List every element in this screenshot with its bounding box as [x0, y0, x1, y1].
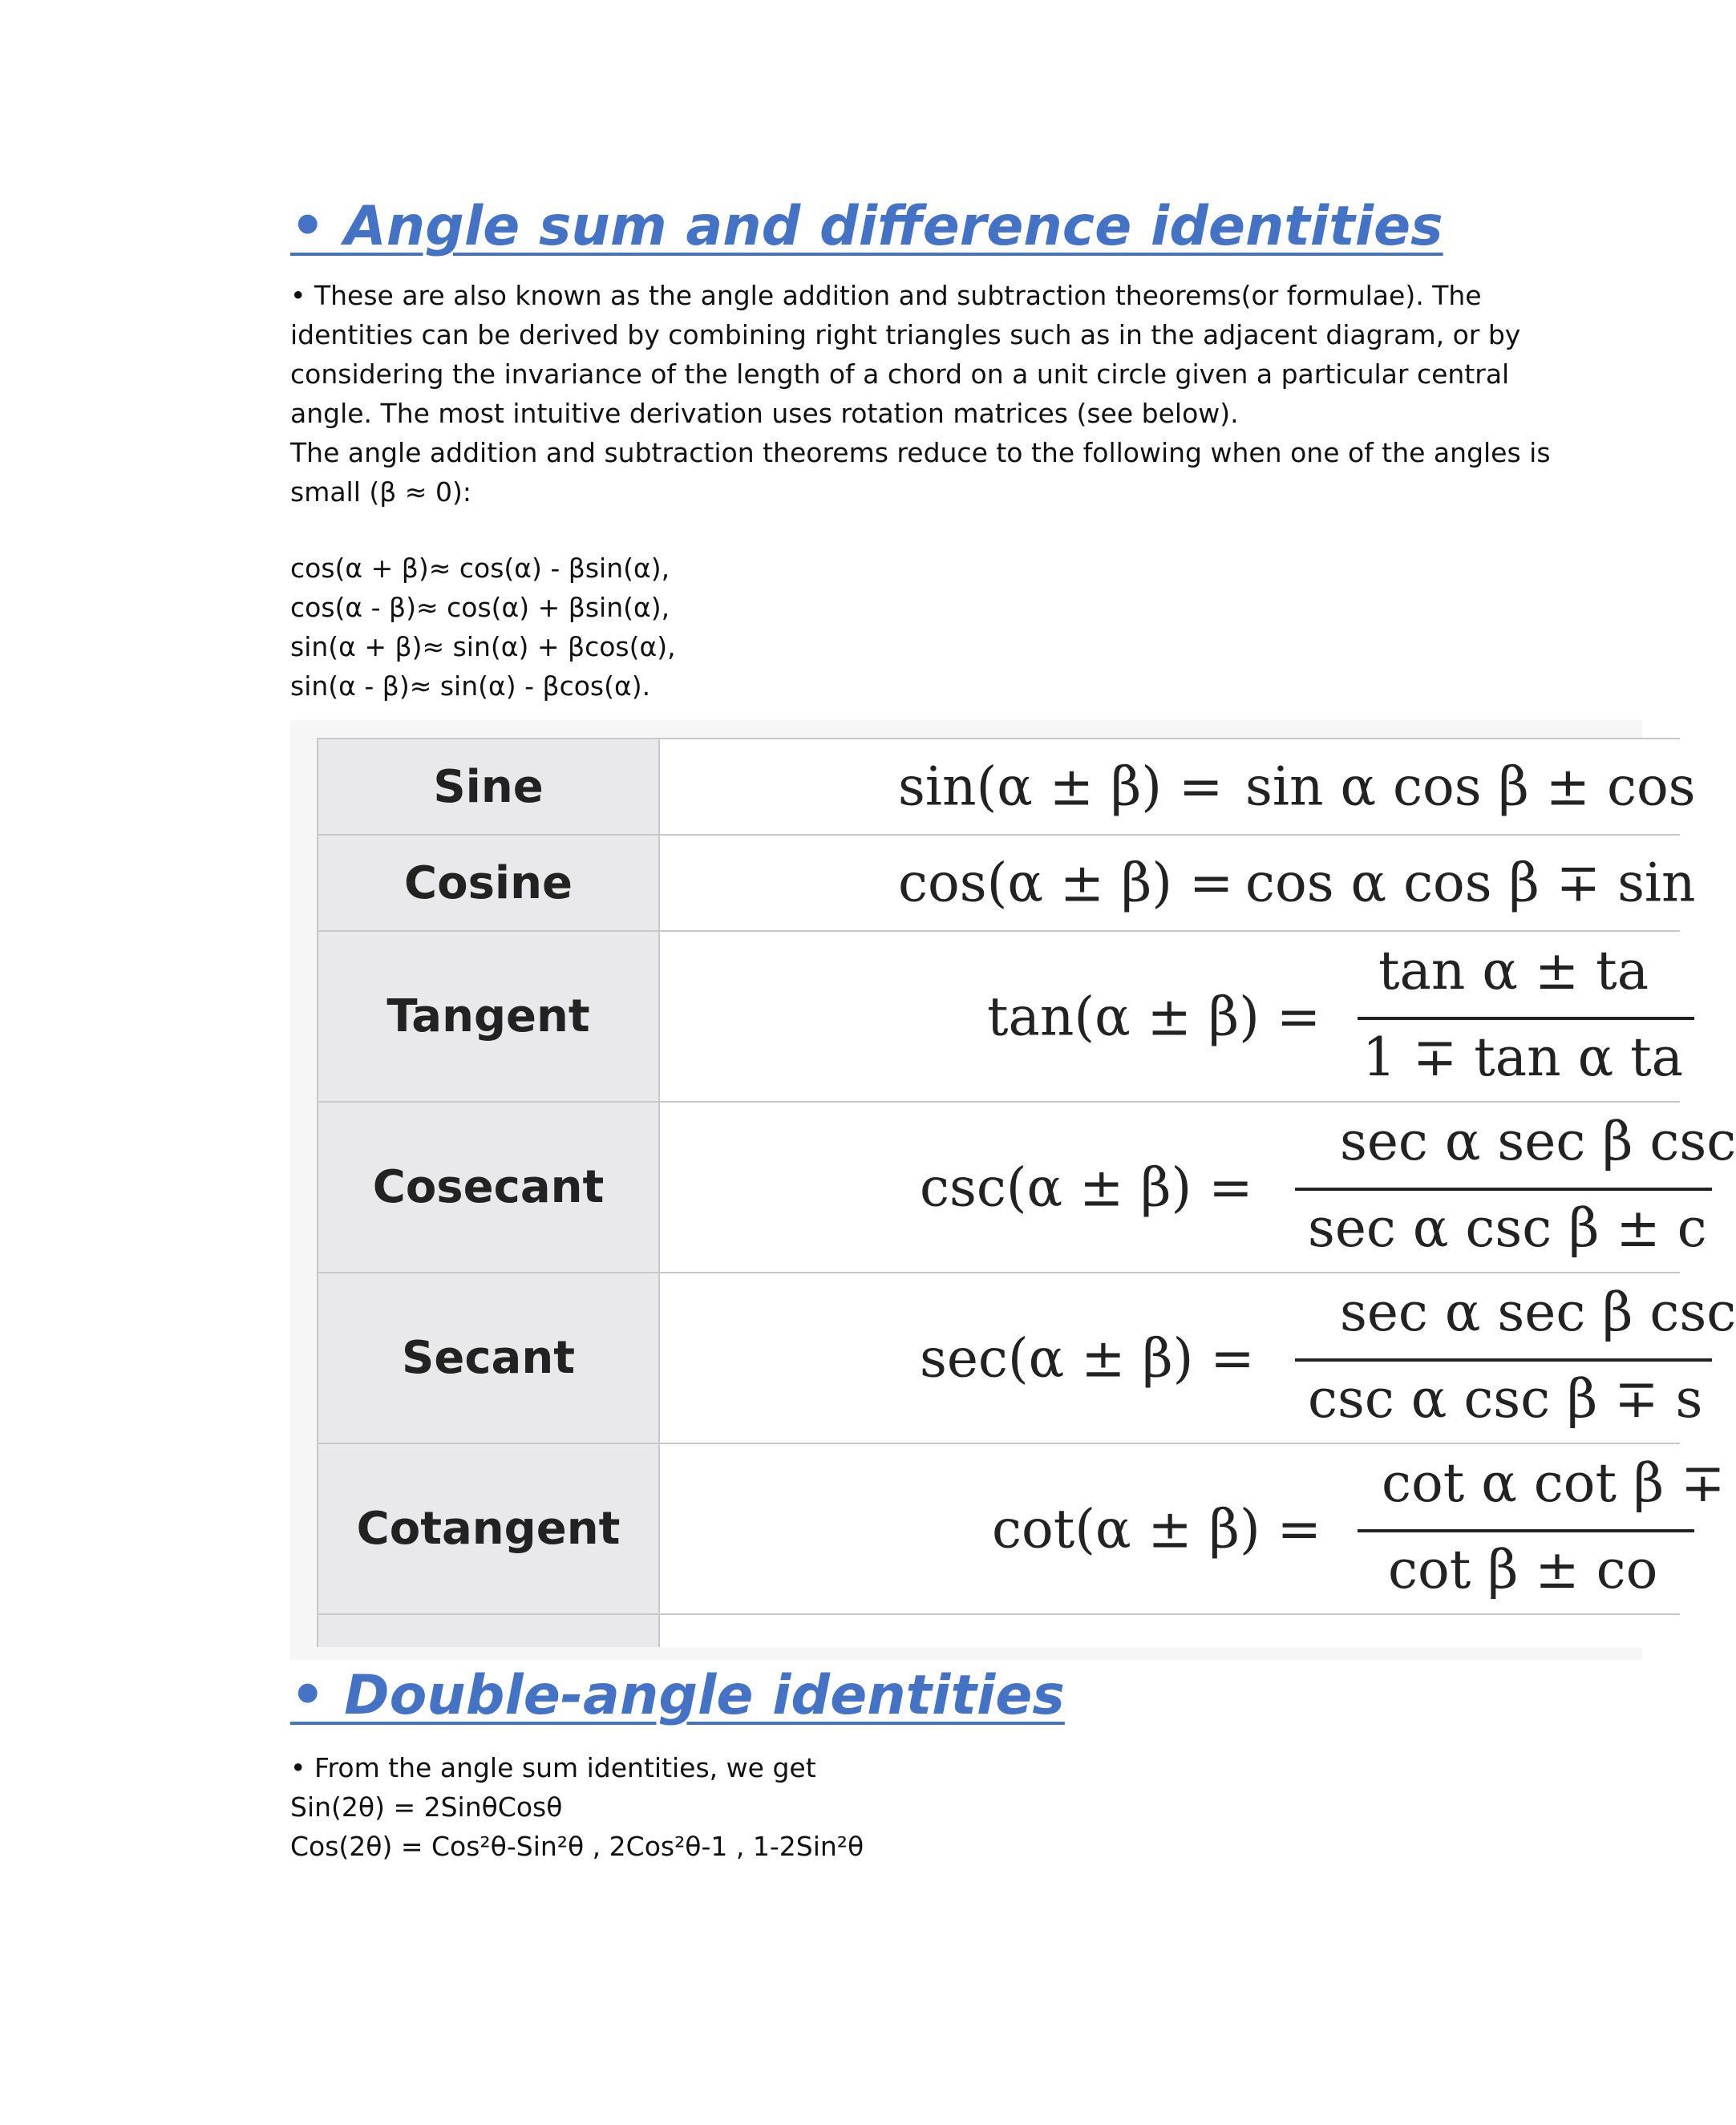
formula-denominator: csc α csc β ∓ s — [1308, 1368, 1703, 1430]
table-row-cutoff — [317, 1613, 1680, 1647]
row-formula-cutoff — [660, 1615, 1680, 1647]
formula-denominator: 1 ∓ tan α ta — [1362, 1026, 1684, 1088]
fraction-bar — [1295, 1188, 1712, 1191]
identity-table — [317, 738, 1736, 1647]
section-heading-double-angle: • Double-angle identities — [290, 1664, 1065, 1727]
approximation-line: cos(α + β)≈ cos(α) - βsin(α), — [290, 552, 670, 584]
row-formula — [660, 739, 1696, 834]
formula-lhs: csc(α ± β) = — [920, 1156, 1253, 1218]
intro-line: small (β ≈ 0): — [290, 476, 471, 508]
table-row — [317, 1443, 1726, 1613]
row-name: Cosecant — [317, 1103, 660, 1272]
intro-paragraph — [290, 276, 1551, 512]
double-angle-line: Sin(2θ) = 2SinθCosθ — [290, 1791, 563, 1823]
row-formula — [660, 1103, 1736, 1272]
fraction-bar — [1358, 1529, 1694, 1532]
table-row — [317, 834, 1696, 930]
identity-table-image — [290, 720, 1736, 1660]
table-row — [317, 1272, 1736, 1443]
double-angle-line: Cos(2θ) = Cos²θ-Sin²θ , 2Cos²θ-1 , 1-2Sin²θ — [290, 1831, 864, 1862]
intro-line: considering the invariance of the length of a chord on a unit circle given a particular central — [290, 358, 1510, 390]
table-row — [317, 738, 1696, 834]
row-formula — [660, 932, 1684, 1101]
row-formula — [660, 1444, 1726, 1613]
formula-numerator: tan α ± ta — [1378, 940, 1649, 1002]
formula-rhs: cos α cos β ∓ sin — [1245, 852, 1696, 914]
approximation-line: sin(α + β)≈ sin(α) + βcos(α), — [290, 631, 676, 662]
row-name: Cotangent — [317, 1444, 660, 1613]
formula-numerator: cot α cot β ∓ — [1382, 1452, 1726, 1514]
formula-rhs: sin α cos β ± cos — [1245, 755, 1696, 818]
section-heading-angle-sum: • Angle sum and difference identities — [290, 195, 1443, 258]
double-angle-paragraph — [290, 1748, 1461, 1866]
fraction-bar — [1295, 1358, 1712, 1362]
intro-line: identities can be derived by combining right triangles such as in the adjacent diagram, or by — [290, 319, 1521, 350]
row-name: Cosine — [317, 836, 660, 930]
intro-line: The angle addition and subtraction theorems reduce to the following when one of the angles is — [290, 437, 1551, 468]
formula-lhs: cos(α ± β) = — [898, 852, 1234, 914]
row-name: Sine — [317, 739, 660, 834]
row-name-cutoff — [317, 1615, 660, 1647]
approximation-line: sin(α - β)≈ sin(α) - βcos(α). — [290, 670, 651, 702]
formula-lhs: cot(α ± β) = — [992, 1498, 1321, 1560]
approximation-line: cos(α - β)≈ cos(α) + βsin(α), — [290, 592, 670, 623]
formula-lhs: sec(α ± β) = — [920, 1327, 1255, 1389]
row-name: Tangent — [317, 932, 660, 1101]
intro-line: • These are also known as the angle addition and subtraction theorems(or formulae). The — [290, 280, 1482, 311]
formula-denominator: cot β ± co — [1388, 1539, 1658, 1601]
formula-numerator: sec α sec β csc — [1340, 1111, 1736, 1172]
table-row — [317, 1101, 1736, 1272]
formula-numerator: sec α sec β csc — [1340, 1281, 1736, 1343]
fraction-bar — [1358, 1017, 1694, 1020]
row-name: Secant — [317, 1273, 660, 1443]
table-row — [317, 930, 1684, 1101]
row-formula — [660, 1273, 1736, 1443]
intro-line: angle. The most intuitive derivation uses rotation matrices (see below). — [290, 398, 1239, 429]
approximation-formulas — [290, 548, 1461, 706]
double-angle-line: • From the angle sum identities, we get — [290, 1752, 816, 1783]
row-formula — [660, 836, 1696, 930]
formula-denominator: sec α csc β ± c — [1308, 1197, 1707, 1259]
formula-lhs: sin(α ± β) = — [898, 755, 1224, 818]
formula-lhs: tan(α ± β) = — [987, 986, 1321, 1047]
